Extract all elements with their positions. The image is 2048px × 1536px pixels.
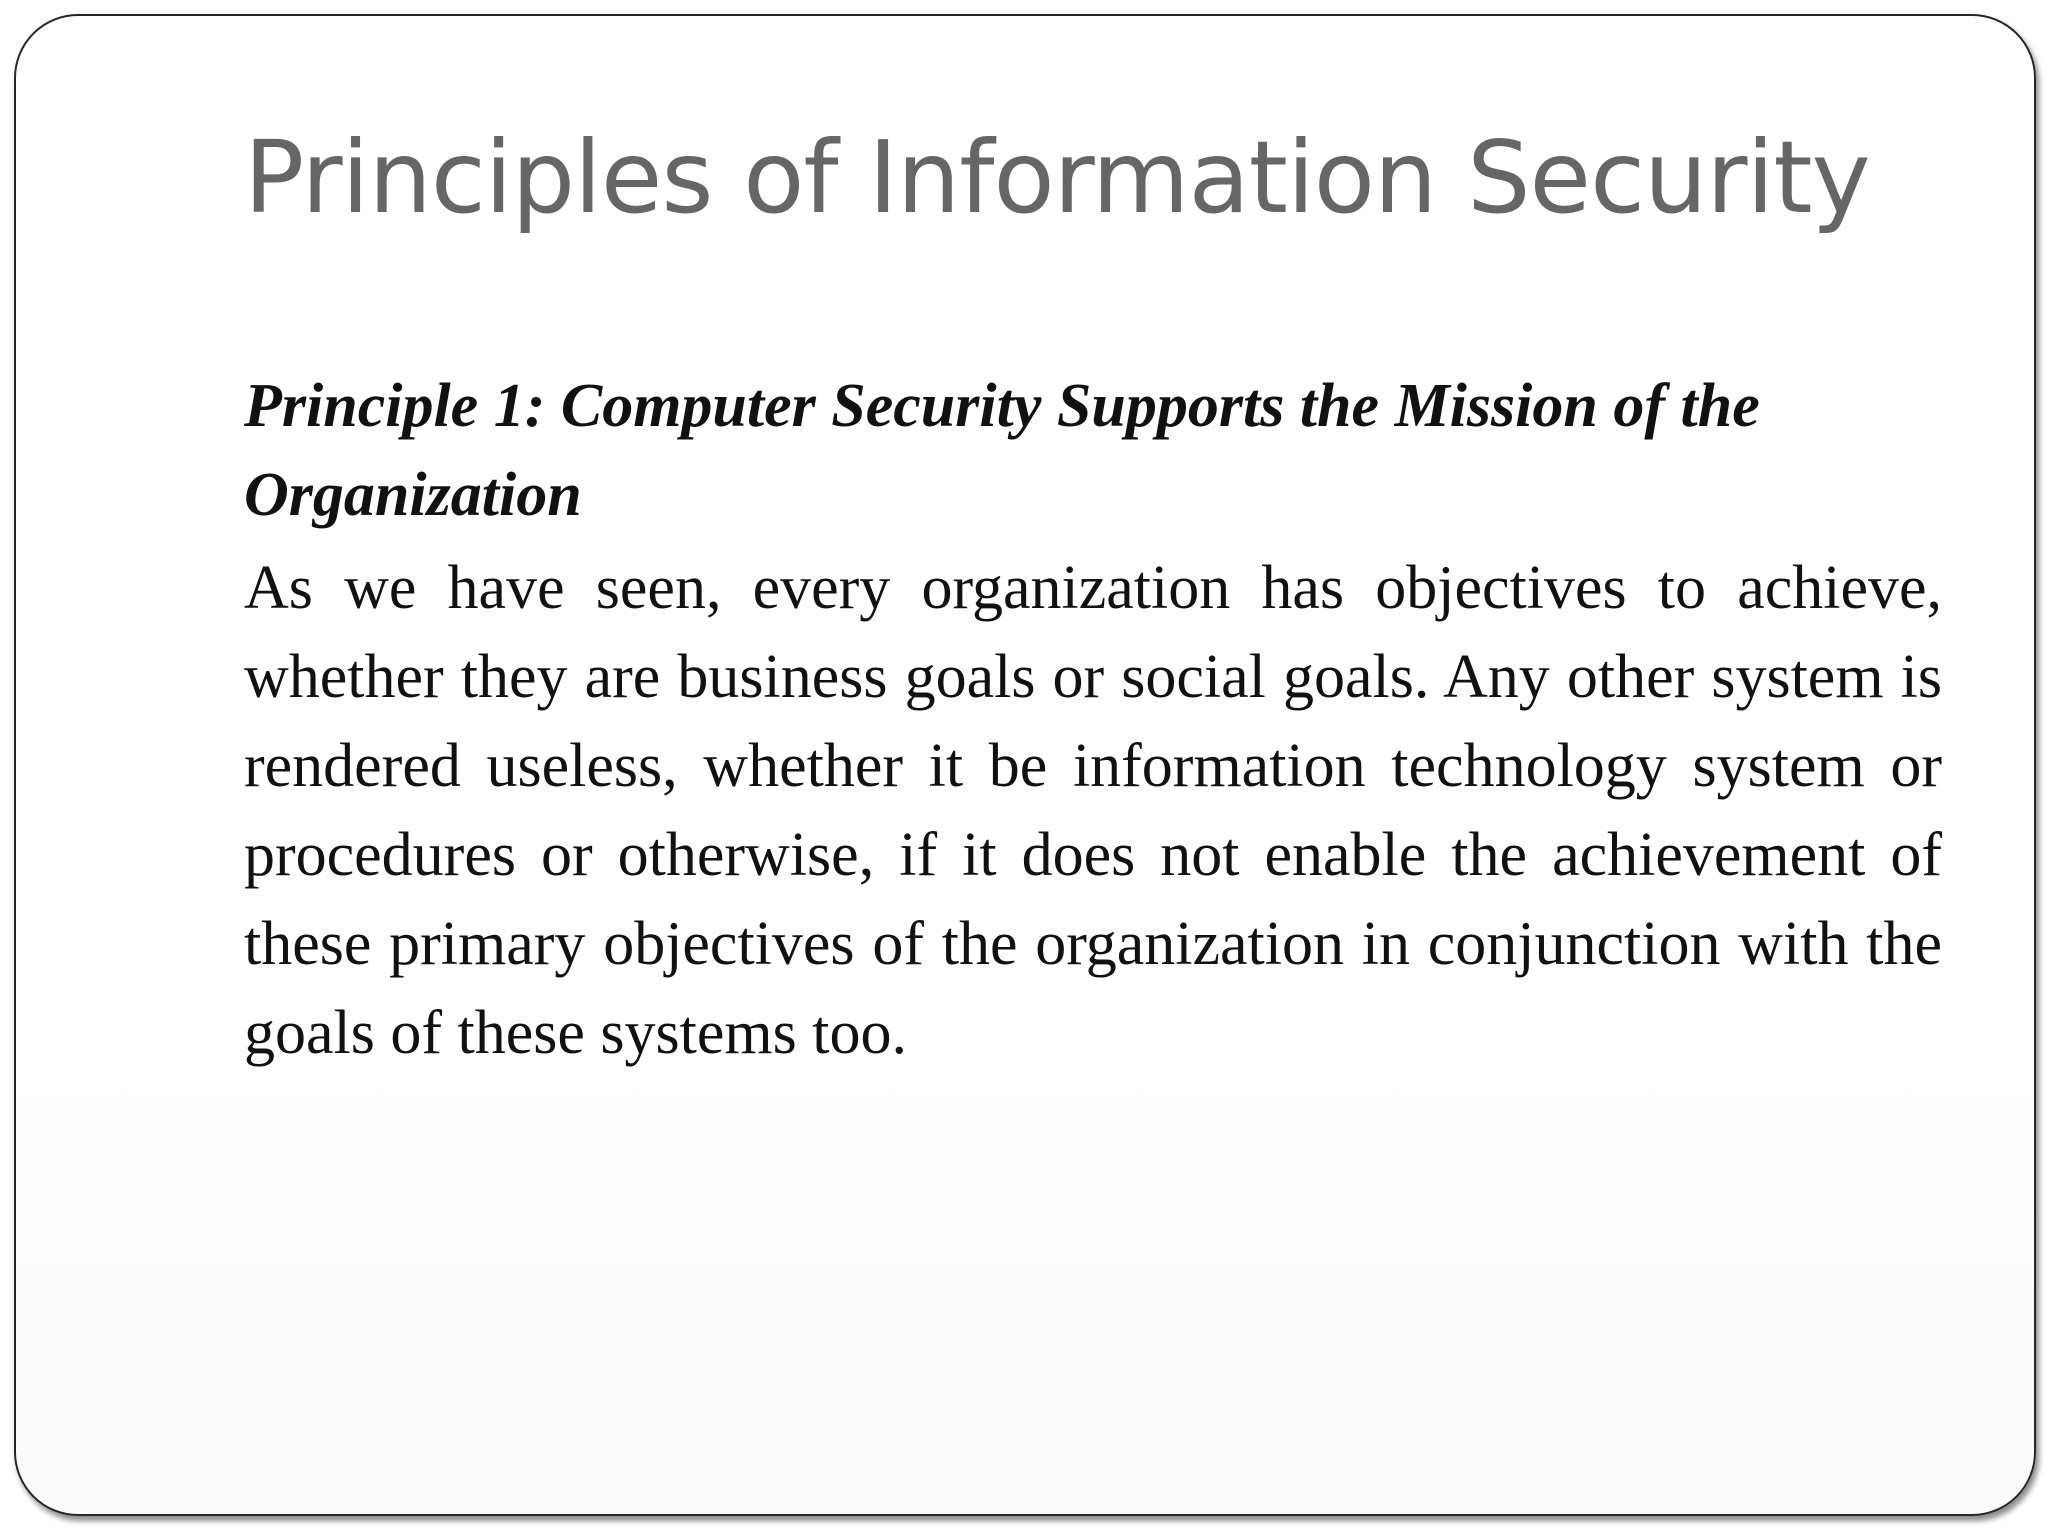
principle-heading: Principle 1: Computer Security Supports the Mission of the Organization (244, 372, 1760, 529)
slide-frame (14, 14, 2036, 1516)
slide-title: Principles of Information Security (244, 119, 1870, 236)
principle-body: As we have seen, every organization has objectives to achieve, whether they are business goals or social goals. Any other system is rendered useless, whether it be information technology system or procedures or otherwise, if it does not enable the achievement of these primary objectives of the organization in conjunction with the goals of these systems too. (244, 554, 1942, 1067)
slide-content (244, 362, 1942, 1078)
